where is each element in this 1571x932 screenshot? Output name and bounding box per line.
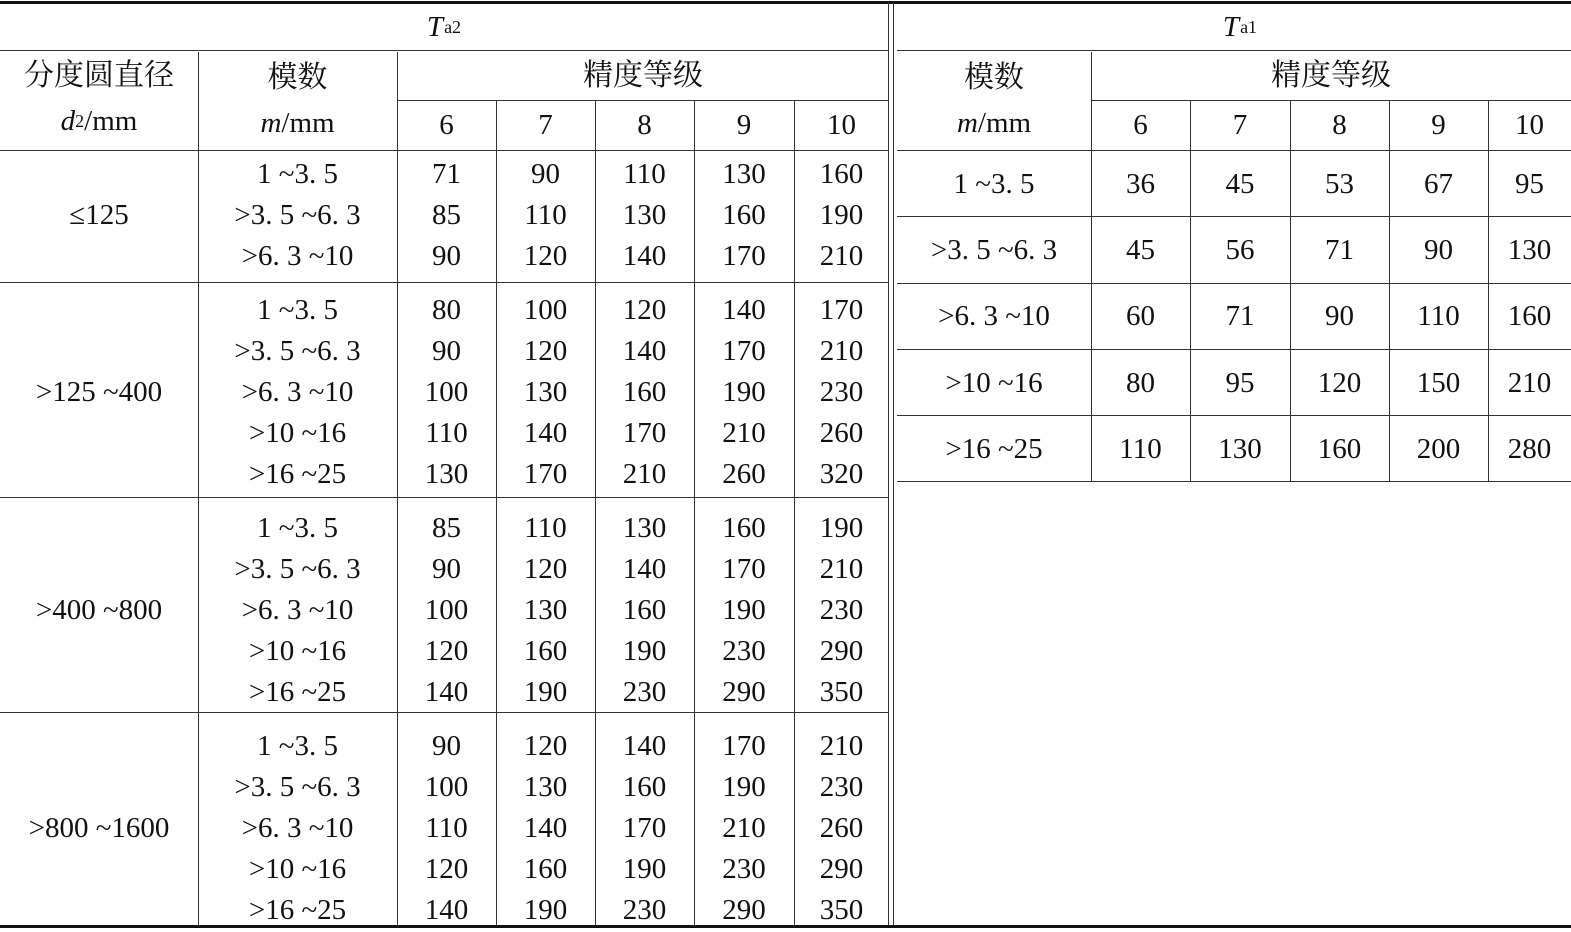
header-diameter-unit — [0, 98, 198, 144]
left-col-rule — [198, 52, 199, 925]
left-module-cell: >6. 3 ~10 — [241, 240, 354, 273]
left-col-rule — [694, 101, 695, 925]
right-col-rule — [1389, 101, 1390, 482]
right-value-cell: 90 — [1424, 234, 1453, 267]
left-module-cell: >16 ~25 — [248, 894, 347, 927]
right-value-cell: 130 — [1218, 433, 1262, 466]
right-value-cell: 45 — [1126, 234, 1155, 267]
center-separator — [893, 2, 894, 925]
right-header-module-unit-text: /mm — [977, 106, 1032, 139]
left-grade-header: 9 — [736, 108, 752, 141]
right-grade-header: 8 — [1332, 108, 1347, 141]
left-value-cell: 170 — [722, 334, 766, 367]
right-value-cell: 53 — [1325, 167, 1354, 200]
left-col-rule — [794, 101, 795, 925]
left-value-cell: 130 — [523, 376, 568, 409]
right-value-cell: 80 — [1126, 366, 1155, 399]
left-value-cell: 170 — [622, 417, 667, 450]
left-module-cell: >16 ~25 — [248, 676, 347, 709]
left-value-cell: 110 — [524, 199, 567, 232]
left-value-cell: 210 — [819, 240, 864, 273]
left-grade-header: 8 — [637, 108, 652, 141]
left-module-cell: >10 ~16 — [248, 417, 347, 450]
left-diameter-cell: >800 ~1600 — [28, 812, 170, 845]
left-value-cell: 120 — [523, 552, 568, 585]
left-value-cell: 210 — [722, 417, 766, 450]
left-symbol-sub: a2 — [444, 17, 462, 37]
left-value-cell: 190 — [819, 199, 864, 232]
left-value-cell: 160 — [622, 594, 667, 627]
left-value-cell: 160 — [622, 376, 667, 409]
left-value-cell: 160 — [622, 770, 667, 803]
left-value-cell: 90 — [531, 158, 560, 191]
left-module-cell: 1 ~3. 5 — [257, 293, 338, 326]
left-value-cell: 190 — [722, 770, 766, 803]
left-value-cell: 260 — [819, 417, 864, 450]
left-value-cell: 160 — [722, 511, 766, 544]
left-diameter-cell: >400 ~800 — [35, 594, 163, 627]
left-value-cell: 120 — [523, 729, 568, 762]
bottom-rule — [0, 925, 1571, 928]
left-group-rule — [0, 712, 889, 713]
right-value-cell: 130 — [1507, 234, 1552, 267]
left-value-cell: 110 — [425, 417, 468, 450]
left-value-cell: 160 — [523, 635, 568, 668]
left-value-cell: 230 — [722, 635, 766, 668]
right-value-cell: 71 — [1325, 234, 1354, 267]
left-module-cell: 1 ~3. 5 — [257, 511, 338, 544]
right-value-cell: 110 — [1119, 433, 1162, 466]
right-value-cell: 71 — [1225, 300, 1255, 333]
left-grade-header: 10 — [827, 108, 856, 141]
left-header-grade: 精度等级 — [583, 58, 703, 93]
header-diameter-sym: d — [60, 104, 76, 137]
left-value-cell: 140 — [523, 812, 568, 845]
left-value-cell: 100 — [523, 293, 568, 326]
left-symbol — [397, 4, 491, 50]
left-col-rule — [595, 101, 596, 925]
left-diameter-cell: >125 ~400 — [35, 376, 163, 409]
right-value-cell: 210 — [1507, 366, 1552, 399]
left-value-cell: 110 — [524, 511, 567, 544]
left-value-cell: 85 — [432, 511, 461, 544]
left-col-rule — [496, 101, 497, 925]
right-module-cell: >10 ~16 — [945, 366, 1043, 399]
right-row-rule — [897, 349, 1571, 350]
left-value-cell: 110 — [425, 812, 468, 845]
left-value-cell: 210 — [622, 458, 667, 491]
left-header-module-unit — [198, 100, 397, 146]
header-diameter-unit-text: /mm — [84, 104, 138, 137]
right-row-rule — [897, 481, 1571, 482]
left-value-cell: 230 — [722, 853, 766, 886]
left-value-cell: 100 — [424, 594, 469, 627]
right-header-rule-1 — [897, 50, 1571, 51]
right-header-rule-2 — [1091, 100, 1571, 101]
left-value-cell: 190 — [622, 853, 667, 886]
right-col-rule — [1488, 101, 1489, 482]
left-value-cell: 290 — [722, 676, 766, 709]
left-grade-header: 6 — [439, 108, 454, 141]
left-value-cell: 130 — [722, 158, 766, 191]
left-value-cell: 210 — [819, 552, 864, 585]
left-header-module-sym: m — [260, 106, 282, 139]
left-grade-header: 7 — [538, 108, 553, 141]
left-value-cell: 160 — [722, 199, 766, 232]
left-value-cell: 120 — [424, 635, 469, 668]
left-value-cell: 140 — [622, 334, 667, 367]
right-value-cell: 150 — [1416, 366, 1461, 399]
right-grade-header: 9 — [1431, 108, 1446, 141]
right-value-cell: 160 — [1507, 300, 1552, 333]
right-symbol-sub: a1 — [1240, 17, 1258, 37]
left-value-cell: 130 — [523, 770, 568, 803]
right-value-cell: 200 — [1416, 433, 1461, 466]
left-value-cell: 120 — [523, 334, 568, 367]
right-symbol — [1190, 4, 1290, 50]
left-value-cell: 230 — [819, 594, 864, 627]
right-value-cell: 110 — [1417, 300, 1460, 333]
left-value-cell: 120 — [523, 240, 568, 273]
right-value-cell: 45 — [1225, 167, 1255, 200]
left-value-cell: 350 — [819, 894, 864, 927]
right-symbol-letter: T — [1222, 10, 1240, 43]
left-value-cell: 170 — [722, 240, 766, 273]
left-value-cell: 170 — [722, 729, 766, 762]
right-col-rule — [1091, 52, 1092, 482]
left-symbol-letter: T — [426, 10, 444, 43]
left-value-cell: 130 — [622, 199, 667, 232]
left-value-cell: 130 — [523, 594, 568, 627]
left-group-rule — [0, 497, 889, 498]
left-value-cell: 230 — [622, 676, 667, 709]
right-header-rule-3 — [897, 150, 1571, 151]
left-value-cell: 80 — [432, 293, 461, 326]
left-col-rule — [397, 52, 398, 925]
left-value-cell: 100 — [424, 376, 469, 409]
right-value-cell: 60 — [1126, 300, 1155, 333]
left-value-cell: 170 — [622, 812, 667, 845]
left-module-cell: >3. 5 ~6. 3 — [234, 770, 361, 803]
left-value-cell: 140 — [622, 240, 667, 273]
left-module-cell: >10 ~16 — [248, 635, 347, 668]
left-value-cell: 120 — [622, 293, 667, 326]
right-value-cell: 67 — [1424, 167, 1453, 200]
right-header-module-unit — [897, 100, 1091, 146]
left-value-cell: 230 — [622, 894, 667, 927]
left-value-cell: 260 — [722, 458, 766, 491]
right-module-cell: >3. 5 ~6. 3 — [930, 234, 1058, 267]
left-value-cell: 350 — [819, 676, 864, 709]
left-value-cell: 320 — [819, 458, 864, 491]
left-diameter-cell: ≤125 — [69, 199, 129, 232]
left-value-cell: 170 — [523, 458, 568, 491]
right-col-rule — [1190, 101, 1191, 482]
left-value-cell: 140 — [622, 552, 667, 585]
right-value-cell: 56 — [1225, 234, 1255, 267]
left-value-cell: 71 — [432, 158, 461, 191]
left-value-cell: 140 — [424, 676, 469, 709]
right-value-cell: 90 — [1325, 300, 1354, 333]
left-value-cell: 290 — [722, 894, 766, 927]
left-value-cell: 90 — [432, 729, 461, 762]
left-value-cell: 160 — [523, 853, 568, 886]
left-module-cell: >3. 5 ~6. 3 — [234, 552, 361, 585]
left-module-cell: >6. 3 ~10 — [241, 376, 354, 409]
left-value-cell: 190 — [819, 511, 864, 544]
left-value-cell: 90 — [432, 240, 461, 273]
left-value-cell: 190 — [523, 676, 568, 709]
right-col-rule — [1290, 101, 1291, 482]
left-value-cell: 170 — [819, 293, 864, 326]
left-module-cell: >6. 3 ~10 — [241, 594, 354, 627]
left-value-cell: 260 — [819, 812, 864, 845]
left-module-cell: >6. 3 ~10 — [241, 812, 354, 845]
right-header-grade: 精度等级 — [1271, 58, 1391, 93]
left-value-cell: 110 — [623, 158, 666, 191]
right-grade-header: 10 — [1515, 108, 1544, 141]
right-value-cell: 95 — [1515, 167, 1544, 200]
left-module-cell: >3. 5 ~6. 3 — [234, 334, 361, 367]
left-value-cell: 230 — [819, 376, 864, 409]
right-module-cell: >6. 3 ~10 — [938, 300, 1050, 333]
header-diameter-sub: 2 — [75, 111, 85, 131]
left-module-cell: >16 ~25 — [248, 458, 347, 491]
right-header-module: 模数 — [964, 60, 1024, 95]
left-module-cell: >3. 5 ~6. 3 — [234, 199, 361, 232]
right-value-cell: 120 — [1317, 366, 1362, 399]
right-module-cell: 1 ~3. 5 — [953, 167, 1035, 200]
left-value-cell: 190 — [523, 894, 568, 927]
right-value-cell: 280 — [1507, 433, 1552, 466]
left-value-cell: 170 — [722, 552, 766, 585]
right-header-module-sym: m — [956, 106, 978, 139]
left-group-rule — [0, 282, 889, 283]
left-value-cell: 190 — [722, 376, 766, 409]
center-separator — [888, 2, 889, 925]
left-value-cell: 210 — [819, 729, 864, 762]
left-value-cell: 85 — [432, 199, 461, 232]
right-grade-header: 7 — [1232, 108, 1248, 141]
left-value-cell: 290 — [819, 635, 864, 668]
left-module-cell: 1 ~3. 5 — [257, 158, 338, 191]
left-module-cell: 1 ~3. 5 — [257, 729, 338, 762]
left-value-cell: 140 — [424, 894, 469, 927]
right-module-cell: >16 ~25 — [945, 433, 1043, 466]
left-value-cell: 120 — [424, 853, 469, 886]
left-value-cell: 190 — [722, 594, 766, 627]
left-value-cell: 210 — [722, 812, 766, 845]
right-row-rule — [897, 283, 1571, 284]
right-row-rule — [897, 415, 1571, 416]
left-header-module-unit-text: /mm — [281, 106, 335, 139]
right-value-cell: 95 — [1225, 366, 1255, 399]
left-header-rule-2 — [397, 100, 889, 101]
left-value-cell: 100 — [424, 770, 469, 803]
left-value-cell: 290 — [819, 853, 864, 886]
left-header-module: 模数 — [267, 60, 328, 95]
right-grade-header: 6 — [1133, 108, 1148, 141]
left-value-cell: 130 — [424, 458, 469, 491]
left-value-cell: 130 — [622, 511, 667, 544]
left-value-cell: 90 — [432, 334, 461, 367]
right-value-cell: 36 — [1126, 167, 1155, 200]
right-value-cell: 160 — [1317, 433, 1362, 466]
left-header-rule-3 — [0, 150, 889, 151]
top-rule — [0, 1, 1571, 4]
left-value-cell: 90 — [432, 552, 461, 585]
left-value-cell: 140 — [622, 729, 667, 762]
header-diameter: 分度圆直径 — [24, 58, 174, 93]
left-value-cell: 160 — [819, 158, 864, 191]
left-module-cell: >10 ~16 — [248, 853, 347, 886]
right-row-rule — [897, 216, 1571, 217]
left-header-rule-1 — [0, 50, 889, 51]
left-value-cell: 190 — [622, 635, 667, 668]
left-value-cell: 140 — [722, 293, 766, 326]
left-value-cell: 210 — [819, 334, 864, 367]
left-value-cell: 230 — [819, 770, 864, 803]
left-value-cell: 140 — [523, 417, 568, 450]
